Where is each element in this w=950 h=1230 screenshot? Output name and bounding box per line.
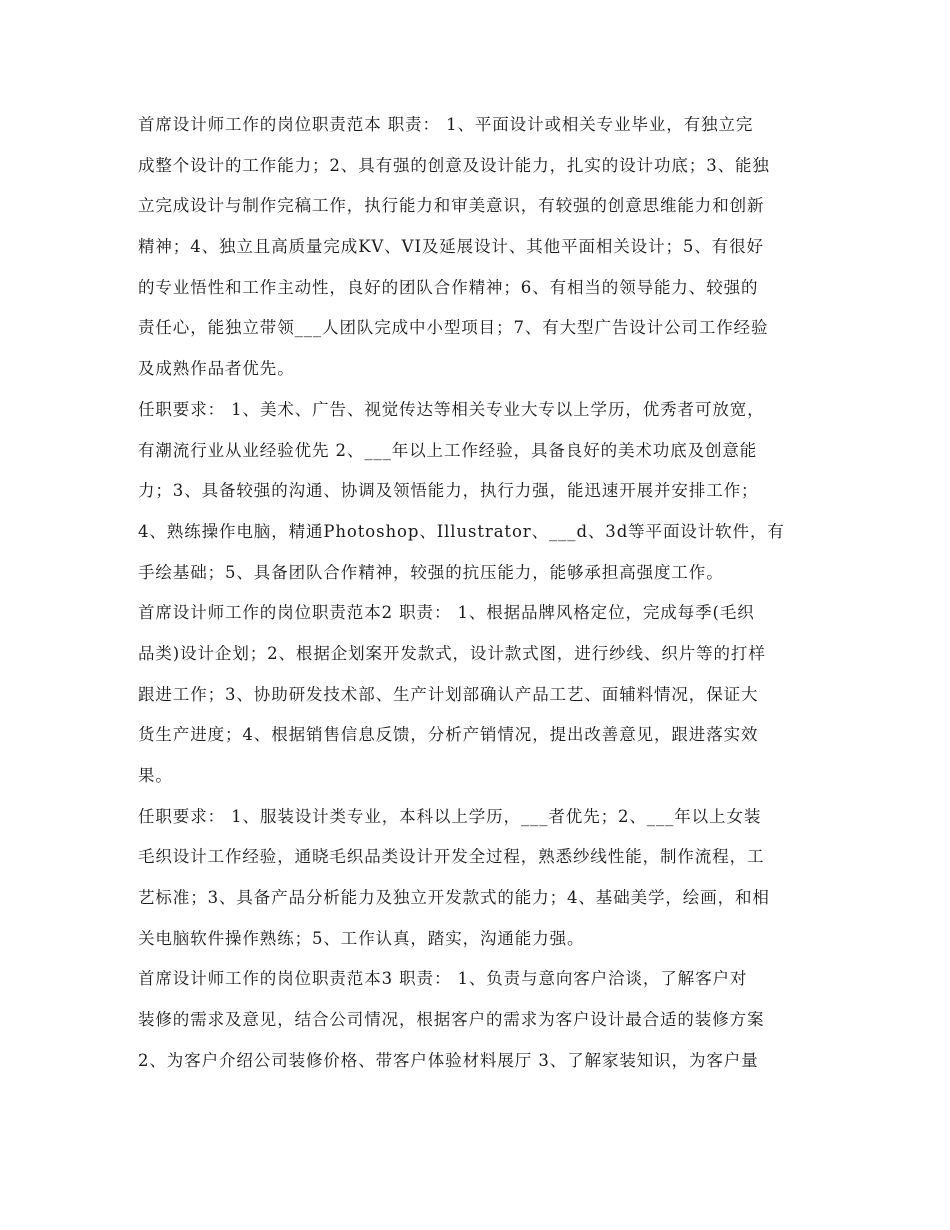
- paragraph-requirements-1: [138, 390, 814, 593]
- text-line: 力；3、具备较强的沟通、协调及领悟能力，执行力强，能迅速开展并安排工作；: [138, 481, 759, 501]
- text-line: 品类)设计企划；2、根据企划案开发款式，设计款式图，进行纱线、织片等的打样: [138, 643, 766, 663]
- text-line: 的专业悟性和工作主动性，良好的团队合作精神；6、有相当的领导能力、较强的: [138, 277, 759, 297]
- paragraph-chief-designer-duties-1: [138, 105, 814, 390]
- text-line: 2、为客户介绍公司装修价格、带客户体验材料展厅 3、了解家装知识，为客户量: [138, 1050, 759, 1070]
- text-line: 任职要求： 1、美术、广告、视觉传达等相关专业大专以上学历，优秀者可放宽，: [138, 399, 765, 419]
- text-line: 有潮流行业从业经验优先 2、___年以上工作经验，具备良好的美术功底及创意能: [138, 440, 758, 460]
- text-line: 艺标准；3、具备产品分析能力及独立开发款式的能力；4、基础美学，绘画，和相: [138, 888, 770, 908]
- text-line: 首席设计师工作的岗位职责范本2 职责： 1、根据品牌风格定位，完成每季(毛织: [138, 603, 755, 623]
- text-line: 跟进工作；3、协助研发技术部、生产计划部确认产品工艺、面辅料情况，保证大: [138, 684, 759, 704]
- text-line: 成整个设计的工作能力；2、具有强的创意及设计能力，扎实的设计功底；3、能独: [138, 155, 770, 175]
- paragraph-chief-designer-duties-2: [138, 593, 814, 796]
- text-line: 4、熟练操作电脑，精通Photoshop、Illustrator、___d、3d等平面设计软件，有: [138, 521, 785, 541]
- text-line: 装修的需求及意见，结合公司情况，根据客户的需求为客户设计最合适的装修方案: [138, 1010, 765, 1030]
- text-line: 精神；4、独立且高质量完成KV、VI及延展设计、其他平面相关设计；5、有很好: [138, 237, 764, 257]
- paragraph-requirements-2: [138, 797, 814, 960]
- text-line: 责任心，能独立带领___人团队完成中小型项目；7、有大型广告设计公司工作经验: [138, 318, 769, 338]
- text-line: 果。: [138, 766, 173, 785]
- document-body: [138, 105, 814, 1082]
- text-line: 任职要求： 1、服装设计类专业，本科以上学历，___者优先；2、___年以上女装: [138, 806, 762, 826]
- text-line: 立完成设计与制作完稿工作，执行能力和审美意识，有较强的创意思维能力和创新: [138, 196, 765, 216]
- text-line: 首席设计师工作的岗位职责范本 职责： 1、平面设计或相关专业毕业，有独立完: [138, 115, 754, 134]
- text-line: 手绘基础；5、具备团队合作精神，较强的抗压能力，能够承担高强度工作。: [138, 562, 724, 582]
- text-line: 及成熟作品者优先。: [138, 359, 295, 379]
- text-line: 毛织设计工作经验，通晓毛织品类设计开发全过程，熟悉纱线性能，制作流程，工: [138, 847, 765, 867]
- text-line: 货生产进度；4、根据销售信息反馈，分析产销情况，提出改善意见，跟进落实效: [138, 725, 759, 745]
- text-line: 首席设计师工作的岗位职责范本3 职责： 1、负责与意向客户洽谈，了解客户对: [138, 969, 748, 989]
- paragraph-chief-designer-duties-3: [138, 959, 814, 1081]
- text-line: 关电脑软件操作熟练；5、工作认真，踏实，沟通能力强。: [138, 928, 585, 948]
